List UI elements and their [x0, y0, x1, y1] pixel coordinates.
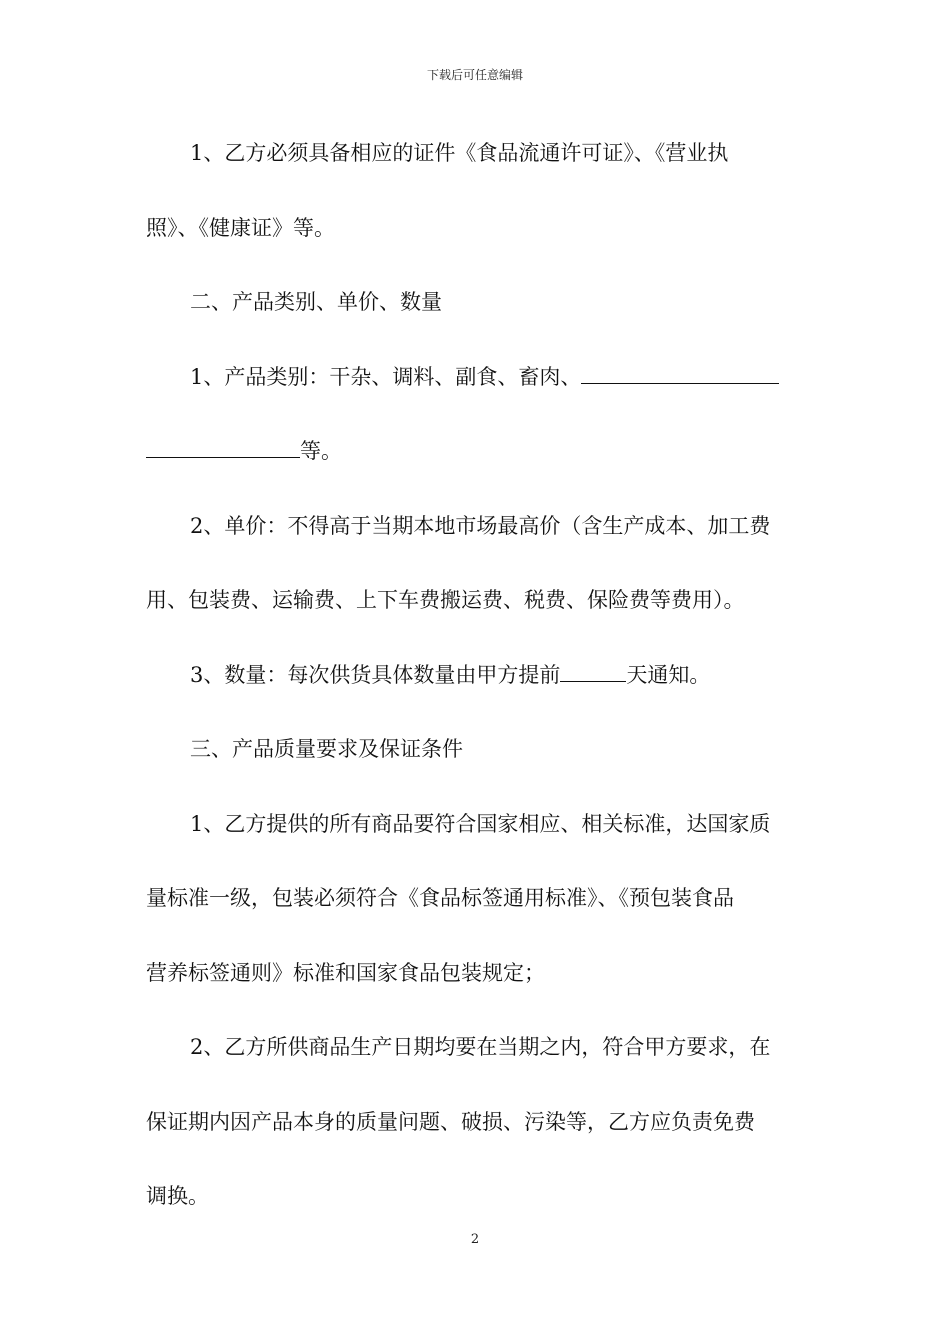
paragraph-line: 照》、《健康证》等。 — [146, 215, 335, 240]
paragraph-line: 等。 — [146, 431, 806, 506]
paragraph-line: 1、乙方提供的所有商品要符合国家相应、相关标准，达国家质 — [190, 811, 771, 836]
paragraph-line: 1、乙方必须具备相应的证件《食品流通许可证》、《营业执 — [190, 141, 729, 165]
fill-in-blank[interactable] — [560, 659, 626, 682]
paragraph-line: 用、包装费、运输费、上下车费搬运费、税费、保险费等费用）。 — [146, 588, 745, 612]
paragraph-line: 量标准一级，包装必须符合《食品标签通用标准》、《预包装食品 — [146, 886, 734, 910]
page-number: 2 — [470, 1232, 480, 1247]
paragraph-line: 保证期内因产品本身的质量问题、破损、污染等，乙方应负责免费 — [146, 1109, 755, 1134]
paragraph-line: 营养标签通则》标准和国家食品包装规定； — [146, 960, 545, 985]
paragraph-line: 调换。 — [146, 1184, 209, 1208]
paragraph-line: 2、乙方所供商品生产日期均要在当期之内，符合甲方要求，在 — [190, 1035, 771, 1059]
fill-in-blank[interactable] — [581, 361, 779, 384]
section-heading: 三、产品质量要求及保证条件 — [190, 737, 463, 761]
paragraph-line: 2、单价：不得高于当期本地市场最高价（含生产成本、加工费 — [190, 513, 771, 538]
paragraph-line: 3、数量：每次供货具体数量由甲方提前 天通知。 — [146, 655, 806, 730]
page-header: 下载后可任意编辑 — [426, 68, 523, 82]
document-body — [146, 133, 806, 1251]
section-heading: 二、产品类别、单价、数量 — [190, 290, 442, 314]
fill-in-blank[interactable] — [146, 435, 300, 458]
paragraph-line: 1、产品类别：干杂、调料、副食、畜肉、 — [146, 357, 806, 432]
